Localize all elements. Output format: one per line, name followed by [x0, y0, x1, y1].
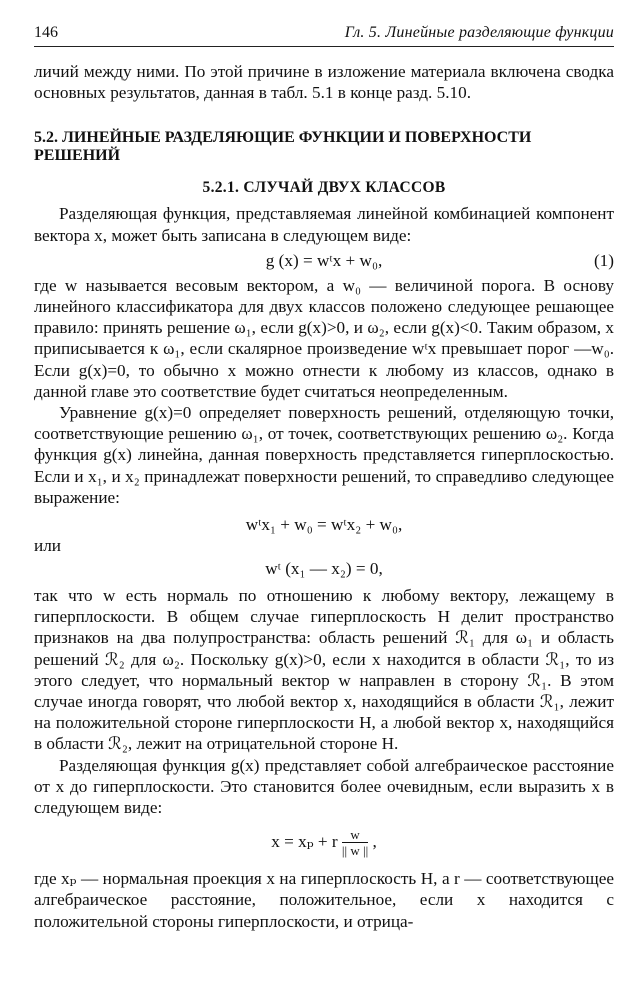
paragraph-intro: личий между ними. По этой причине в изложение материала включена сводка основных результатов, данная в табл. 5.1 в конце разд. 5.10.: [34, 62, 614, 103]
paragraph-projection: где xₚ — нормальная проекция x на гиперплоскость H, а r — соответствующее алгебраическое расстояние, положительное, если x находится с положительной стороны гиперплоскости, и отрица-: [34, 869, 614, 931]
equation-3: [34, 558, 614, 579]
book-page: [34, 22, 614, 932]
subsection-title: 5.2.1. СЛУЧАЙ ДВУХ КЛАССОВ: [202, 179, 446, 197]
equation-1-number: (1): [593, 250, 614, 270]
equation-1-body: g (x) = wᵗx + w₀,: [265, 250, 383, 270]
equation-2: [34, 514, 614, 535]
running-title: Гл. 5. Линейные разделяющие функции: [344, 24, 614, 41]
paragraph-normal-vector: так что w есть нормаль по отношению к любому вектору, лежащему в гиперплоскости. В общем случае гиперплоскость H делит пространство признаков на два полупространства: область решений ℛ₁ для ω₁ и область решений ℛ₂ для ω₂. Поскольку g(x)>0, если x находится в области ℛ₁, то из этого следует, что нормальный вектор w направлен в сторону ℛ₁. В этом случае иногда говорят, что любой вектор x, находящийся в области ℛ₁, лежит на положительной стороне гиперплоскости H, а любой вектор x, находящийся в области ℛ₂, лежит на отрицательной стороне H.: [34, 586, 614, 754]
equation-4-denominator: || w ||: [341, 843, 369, 859]
paragraph-distance: Разделяющая функция g(x) представляет собой алгебраическое расстояние от x до гиперплоскости. Это становится более очевидным, если выразить x в следующем виде:: [34, 755, 614, 818]
equation-2-body: wᵗx₁ + w₀ = wᵗx₂ + w₀,: [245, 515, 403, 535]
equation-4: [34, 828, 614, 858]
section-title: 5.2. ЛИНЕЙНЫЕ РАЗДЕЛЯЮЩИЕ ФУНКЦИИ И ПОВЕРХНОСТИ РЕШЕНИЙ: [34, 129, 532, 165]
page-header: [34, 22, 614, 47]
equation-4-fraction: [342, 828, 368, 858]
equation-4-numerator: w: [342, 828, 368, 843]
equation-4-tail: ,: [372, 832, 377, 852]
paragraph-hyperplane: Уравнение g(x)=0 определяет поверхность решений, отделяющую точки, соответствующие решению ω₁, от точек, соответствующих решению ω₂. Когда функция g(x) линейна, данная поверхность представляется гиперплоскостью. Если и x₁, и x₂ принадлежат поверхности решений, то справедливо следующее выражение:: [34, 403, 614, 507]
paragraph-decision-rule: где w называется весовым вектором, а w₀ — величиной порога. В основу линейного классификатора для двух классов положено следующее решающее правило: принять решение ω₁, если g(x)>0, и ω₂, если g(x)<0. Таким образом, x приписывается к ω₁, если скалярное произведение wᵗx превышает порог —w₀. Если g(x)=0, то обычно x можно отнести к любому из классов, однако в данной главе это соответствие будет считаться неопределенным.: [34, 275, 614, 401]
word-or: или: [34, 536, 61, 556]
equation-3-body: wᵗ (x₁ — x₂) = 0,: [265, 559, 383, 579]
equation-1: [34, 250, 614, 271]
page-number: 146: [34, 24, 58, 41]
paragraph-linear-function: Разделяющая функция, представляемая линейной комбинацией компонент вектора x, может быть записана в следующем виде:: [34, 204, 614, 245]
equation-4-left: x = xₚ + r: [271, 832, 338, 852]
